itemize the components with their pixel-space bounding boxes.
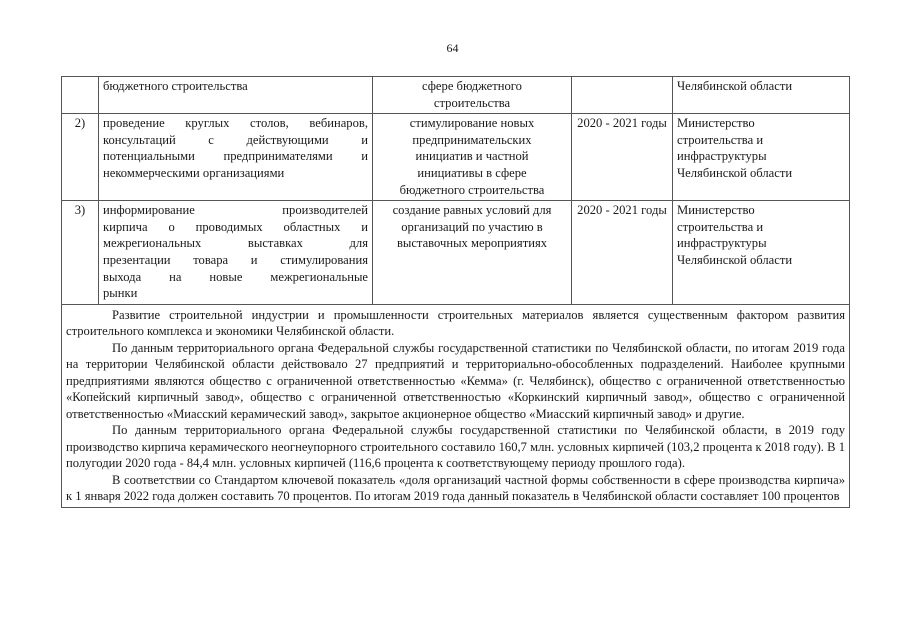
result-cell-line: предпринимательских xyxy=(412,132,532,147)
executor-cell-line: Челябинской области xyxy=(677,252,793,267)
result-cell xyxy=(373,114,572,201)
action-cell-line: проведение круглых столов, вебинаров, xyxy=(103,116,368,131)
table-row xyxy=(62,114,850,201)
result-cell-line: выставочных мероприятиях xyxy=(396,236,548,251)
executor-cell-line: инфраструктуры xyxy=(677,236,767,251)
paragraph: По данным территориального органа Федеральной службы государственной статистики по Челябинской области, в 2019 году производство кирпича керамического неогнеупорного строительного составило 160,7 млн. условных кирпичей (103,2 процента к 2018 году). В 1 полугодии 2020 года - 84,4 млн. условных кирпичей (116,6 процента к соответствующему периоду прошлого года). xyxy=(66,423,845,471)
period-cell xyxy=(572,77,673,114)
row-number xyxy=(62,77,99,114)
result-cell xyxy=(373,77,572,114)
page-number: 64 xyxy=(446,41,459,55)
action-cell xyxy=(99,77,373,114)
row-number: 2) xyxy=(62,114,99,201)
action-cell-line: некоммерческими организациями xyxy=(103,165,285,180)
action-cell-line: рынки xyxy=(103,286,138,301)
measures-table xyxy=(61,76,850,305)
body-text xyxy=(61,305,850,508)
executor-cell xyxy=(673,201,850,305)
paragraph: В соответствии со Стандартом ключевой показатель «доля организаций частной формы собственности в сфере производства кирпича» к 1 января 2022 года должен составить 70 процентов. По итогам 2019 года данный показатель в Челябинской области составляет 100 процентов xyxy=(66,472,845,504)
executor-cell xyxy=(673,77,850,114)
table-row xyxy=(62,201,850,305)
executor-cell-line: строительства и xyxy=(677,132,764,147)
executor-cell xyxy=(673,114,850,201)
executor-cell-line: Министерство xyxy=(677,203,755,218)
executor-cell-line: Министерство xyxy=(677,116,755,131)
result-cell-line: инициатив и частной xyxy=(415,149,529,164)
action-cell xyxy=(99,201,373,305)
action-cell-line: консультаций с действующими и xyxy=(103,132,368,147)
result-cell-line: бюджетного строительства xyxy=(399,182,545,197)
action-cell-line: потенциальными предпринимателями и xyxy=(103,149,368,164)
executor-cell-line: Челябинской области xyxy=(677,79,793,93)
row-number: 3) xyxy=(62,201,99,305)
action-cell-line: бюджетного строительства xyxy=(103,79,248,93)
result-cell-line: организаций по участию в xyxy=(401,219,543,234)
result-cell-line: создание равных условий для xyxy=(392,203,552,218)
action-cell-line: презентации товара и стимулирования xyxy=(103,252,368,267)
action-cell xyxy=(99,114,373,201)
table-row xyxy=(62,77,850,114)
period-cell: 2020 - 2021 годы xyxy=(572,114,673,201)
action-cell-line: информирование производителей xyxy=(103,203,368,218)
period-cell: 2020 - 2021 годы xyxy=(572,201,673,305)
document-page xyxy=(61,76,850,508)
result-cell-line: строительства xyxy=(433,95,511,110)
action-cell-line: выхода на новые межрегиональные xyxy=(103,269,368,284)
result-cell-line: стимулирование новых xyxy=(409,116,535,131)
action-cell-line: межрегиональных выставках для xyxy=(103,236,368,251)
paragraph: Развитие строительной индустрии и промышленности строительных материалов является существенным фактором развития строительного комплекса и экономики Челябинской области. xyxy=(66,307,845,339)
result-cell xyxy=(373,201,572,305)
result-cell-line: инициативы в сфере xyxy=(417,165,527,180)
executor-cell-line: строительства и xyxy=(677,219,764,234)
action-cell-line: кирпича о проводимых областных и xyxy=(103,219,368,234)
executor-cell-line: Челябинской области xyxy=(677,165,793,180)
executor-cell-line: инфраструктуры xyxy=(677,149,767,164)
paragraph: По данным территориального органа Федеральной службы государственной статистики по Челябинской области, по итогам 2019 года на территории Челябинской области действовало 27 предприятий и территориально-обособленных подразделений. Наиболее крупными предприятиями являются общество с ограниченной ответственностью «Кемма» (г. Челябинск), общество с ограниченной ответственностью «Копейский кирпичный завод», общество с ограниченной ответственностью «Коркинский кирпичный завод», общество с ограниченной ответственностью «Миасский керамический завод», закрытое акционерное общество «Миасский кирпичный завод» и другие. xyxy=(66,340,845,421)
result-cell-line: сфере бюджетного xyxy=(422,79,522,93)
